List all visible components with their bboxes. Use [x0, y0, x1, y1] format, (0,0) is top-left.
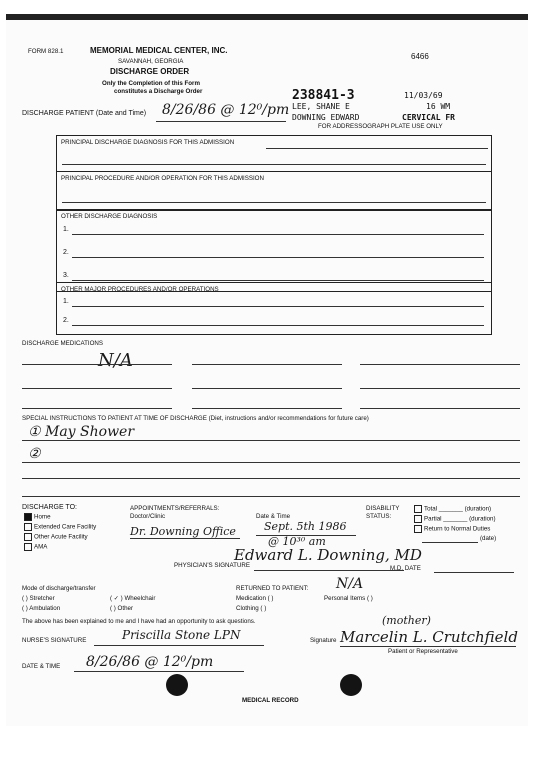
- footer-label: MEDICAL RECORD: [242, 697, 299, 704]
- discharge-to-ama: AMA: [24, 543, 47, 551]
- discharge-patient-label: DISCHARGE PATIENT (Date and Time): [22, 110, 147, 117]
- nurse-signature-label: NURSE'S SIGNATURE: [22, 637, 87, 644]
- instructions-line-1: ① May Shower: [28, 424, 135, 440]
- other-diagnosis-label: OTHER DISCHARGE DIAGNOSIS: [61, 213, 158, 220]
- form-subtitle-2: constitutes a Discharge Order: [114, 88, 203, 95]
- hospital-location: SAVANNAH, GEORGIA: [118, 58, 184, 65]
- mode-wheelchair: ( ✓ ) Wheelchair: [110, 595, 156, 602]
- form-subtitle-1: Only the Completion of this Form: [102, 80, 200, 87]
- date-time-label: Date & Time: [256, 513, 291, 520]
- status-label: STATUS:: [366, 513, 392, 520]
- physician-name: DOWNING EDWARD: [292, 113, 360, 122]
- form-number: FORM 828.1: [28, 48, 64, 55]
- medications-label: DISCHARGE MEDICATIONS: [22, 340, 104, 347]
- returned-label: RETURNED TO PATIENT:: [236, 585, 309, 592]
- discharge-to-acute: Other Acute Facility: [24, 533, 88, 541]
- date-time-signed: 8/26/86 @ 12⁰/pm: [86, 654, 214, 670]
- physician-signature-label: PHYSICIAN'S SIGNATURE: [174, 562, 251, 569]
- disability-total: Total _______ (duration): [414, 505, 491, 513]
- discharge-patient-value: 8/26/86 @ 12⁰/pm: [162, 102, 290, 118]
- discharge-to-extended: Extended Care Facility: [24, 523, 96, 531]
- patient-name: LEE, SHANE E: [292, 102, 350, 111]
- returned-clothing: Clothing ( ): [236, 605, 267, 612]
- patient-signature: Marcelin L. Crutchfield: [340, 628, 518, 646]
- appointment-date: Sept. 5th 1986: [264, 520, 347, 533]
- medications-value: N/A: [98, 350, 133, 371]
- patient-age-sex: 16 WM: [426, 102, 451, 111]
- discharge-to-label: DISCHARGE TO:: [22, 504, 77, 511]
- form-title: DISCHARGE ORDER: [110, 67, 190, 76]
- other-procedure-2: 2.: [63, 317, 69, 324]
- disability-date-label: (date): [480, 535, 497, 542]
- instructions-label: SPECIAL INSTRUCTIONS TO PATIENT AT TIME OF DISCHARGE (Diet, instructions and/or recommendations for future care): [22, 415, 369, 422]
- returned-personal: Personal Items ( ): [324, 595, 373, 602]
- mode-ambulation: ( ) Ambulation: [22, 605, 61, 612]
- physician-md-date-label: M.D. DATE: [390, 565, 421, 572]
- appointment-time: @ 10³⁰ am: [268, 535, 326, 548]
- diagnosis-box: [56, 135, 492, 211]
- discharge-to-home: Home: [24, 513, 51, 521]
- discharge-form-sheet: [6, 14, 528, 726]
- mode-stretcher: ( ) Stretcher: [22, 595, 55, 602]
- other-diagnosis-3: 3.: [63, 272, 69, 279]
- explanation-statement: The above has been explained to me and I have had an opportunity to ask questions.: [22, 618, 256, 625]
- chart-number-stamp: 6466: [411, 52, 429, 61]
- mode-other: ( ) Other: [110, 605, 134, 612]
- mode-label: Mode of discharge/transfer: [22, 585, 96, 592]
- appointment-doctor: Dr. Downing Office: [130, 525, 236, 538]
- appointments-label: APPOINTMENTS/REFERRALS:: [130, 505, 220, 512]
- patient-id: 238841-3: [292, 88, 355, 103]
- patient-signature-relation: (mother): [382, 614, 431, 627]
- hospital-name: MEMORIAL MEDICAL CENTER, INC.: [90, 46, 228, 55]
- patient-signature-label: Signature: [310, 637, 337, 644]
- principal-diagnosis-label: PRINCIPAL DISCHARGE DIAGNOSIS FOR THIS ADMISSION: [61, 139, 235, 146]
- patient-or-rep-label: Patient or Representative: [388, 648, 458, 655]
- disability-label: DISABILITY: [366, 505, 400, 512]
- returned-medication: Medication ( ): [236, 595, 274, 602]
- doctor-clinic-label: Doctor/Clinic: [130, 513, 166, 520]
- physician-signature: Edward L. Downing, MD: [234, 546, 422, 564]
- returned-value: N/A: [336, 576, 364, 592]
- nurse-signature: Priscilla Stone LPN: [122, 628, 241, 642]
- punch-hole-left: [166, 674, 188, 696]
- date-time-signed-label: DATE & TIME: [22, 663, 61, 670]
- punch-hole-right: [340, 674, 362, 696]
- addressograph-note: FOR ADDRESSOGRAPH PLATE USE ONLY: [318, 123, 443, 130]
- diagnosis-code: CERVICAL FR: [402, 113, 455, 122]
- admit-date: 11/03/69: [404, 91, 443, 100]
- disability-return: Return to Normal Duties: [414, 525, 490, 533]
- disability-partial: Partial _______ (duration): [414, 515, 496, 523]
- other-diagnosis-2: 2.: [63, 249, 69, 256]
- instructions-line-2: ②: [28, 446, 41, 462]
- other-procedure-1: 1.: [63, 298, 69, 305]
- other-diagnosis-1: 1.: [63, 226, 69, 233]
- other-procedures-label: OTHER MAJOR PROCEDURES AND/OR OPERATIONS: [61, 286, 219, 293]
- principal-procedure-label: PRINCIPAL PROCEDURE AND/OR OPERATION FOR THIS ADMISSION: [61, 175, 264, 182]
